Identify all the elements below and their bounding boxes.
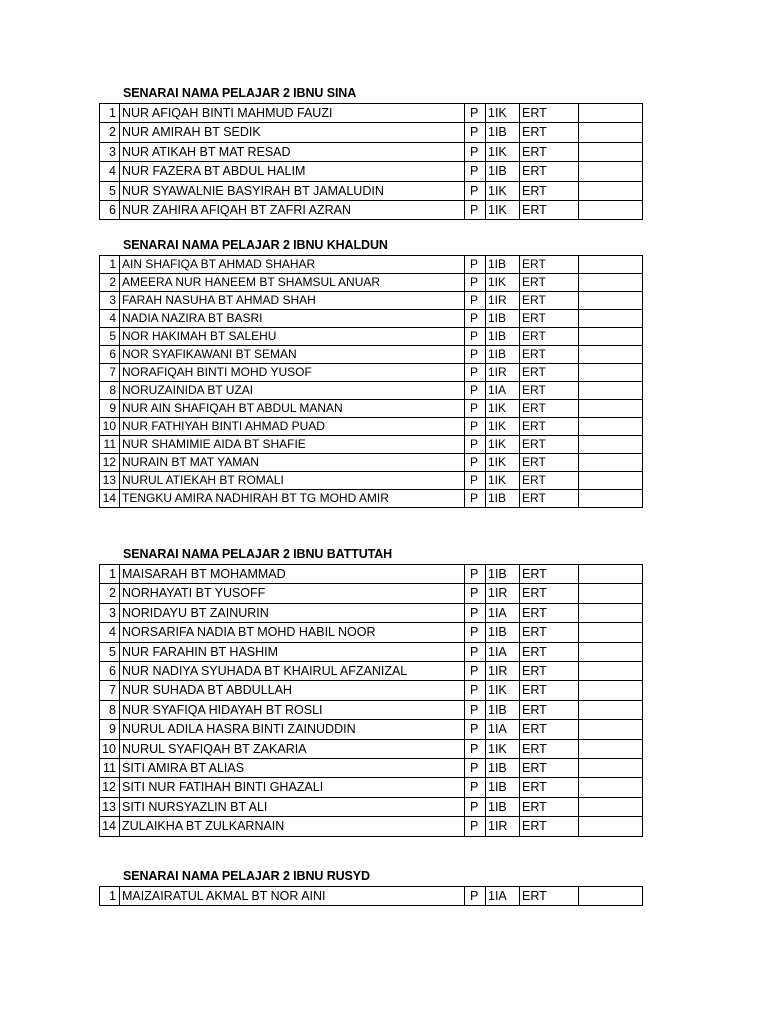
row-number: 1: [100, 565, 120, 584]
subject-cell: ERT: [520, 623, 579, 642]
student-name: NURUL ATIEKAH BT ROMALI: [120, 472, 465, 490]
note-cell: [579, 454, 643, 472]
student-name: NUR FARAHIN BT HASHIM: [120, 642, 465, 661]
subject-cell: ERT: [520, 123, 579, 142]
subject-cell: ERT: [520, 472, 579, 490]
note-cell: [579, 662, 643, 681]
student-name: NOR HAKIMAH BT SALEHU: [120, 328, 465, 346]
note-cell: [579, 181, 643, 200]
row-number: 10: [100, 739, 120, 758]
class-cell: 1IB: [486, 759, 520, 778]
student-name: NUR ZAHIRA AFIQAH BT ZAFRI AZRAN: [120, 201, 465, 220]
row-number: 4: [100, 162, 120, 181]
table-row: [100, 817, 643, 836]
student-table: [99, 886, 643, 906]
note-cell: [579, 642, 643, 661]
note-cell: [579, 364, 643, 382]
subject-cell: ERT: [520, 364, 579, 382]
student-table: [99, 255, 643, 508]
student-name: NORSARIFA NADIA BT MOHD HABIL NOOR: [120, 623, 465, 642]
table-row: [100, 759, 643, 778]
row-number: 7: [100, 681, 120, 700]
table-row: [100, 201, 643, 220]
class-cell: 1IB: [486, 565, 520, 584]
note-cell: [579, 162, 643, 181]
section-ibnu-battutah: [99, 547, 642, 837]
class-cell: 1IB: [486, 623, 520, 642]
row-number: 5: [100, 181, 120, 200]
gender-cell: P: [465, 400, 486, 418]
student-name: MAIZAIRATUL AKMAL BT NOR AINI: [120, 887, 465, 906]
subject-cell: ERT: [520, 584, 579, 603]
row-number: 5: [100, 642, 120, 661]
note-cell: [579, 142, 643, 161]
gender-cell: P: [465, 364, 486, 382]
row-number: 14: [100, 490, 120, 508]
note-cell: [579, 346, 643, 364]
gender-cell: P: [465, 418, 486, 436]
table-row: [100, 472, 643, 490]
gender-cell: P: [465, 490, 486, 508]
note-cell: [579, 887, 643, 906]
class-cell: 1IB: [486, 310, 520, 328]
class-cell: 1IA: [486, 720, 520, 739]
table-row: [100, 565, 643, 584]
row-number: 3: [100, 142, 120, 161]
table-row: [100, 346, 643, 364]
gender-cell: P: [465, 104, 486, 123]
row-number: 13: [100, 472, 120, 490]
student-name: FARAH NASUHA BT AHMAD SHAH: [120, 292, 465, 310]
class-cell: 1IA: [486, 382, 520, 400]
section-ibnu-khaldun: [99, 238, 642, 508]
student-name: NORHAYATI BT YUSOFF: [120, 584, 465, 603]
class-cell: 1IK: [486, 681, 520, 700]
row-number: 2: [100, 274, 120, 292]
note-cell: [579, 123, 643, 142]
class-cell: 1IK: [486, 400, 520, 418]
gender-cell: P: [465, 292, 486, 310]
gender-cell: P: [465, 778, 486, 797]
student-name: AIN SHAFIQA BT AHMAD SHAHAR: [120, 256, 465, 274]
student-name: NUR SYAFIQA HIDAYAH BT ROSLI: [120, 700, 465, 719]
student-name: NUR FAZERA BT ABDUL HALIM: [120, 162, 465, 181]
gender-cell: P: [465, 181, 486, 200]
table-row: [100, 436, 643, 454]
table-row: [100, 328, 643, 346]
note-cell: [579, 328, 643, 346]
class-cell: 1IK: [486, 472, 520, 490]
row-number: 1: [100, 887, 120, 906]
class-cell: 1IA: [486, 887, 520, 906]
table-row: [100, 681, 643, 700]
class-cell: 1IR: [486, 817, 520, 836]
table-row: [100, 181, 643, 200]
section-ibnu-rusyd: [99, 869, 642, 906]
table-row: [100, 123, 643, 142]
row-number: 11: [100, 436, 120, 454]
class-cell: 1IA: [486, 642, 520, 661]
class-cell: 1IK: [486, 274, 520, 292]
student-name: NORAFIQAH BINTI MOHD YUSOF: [120, 364, 465, 382]
table-row: [100, 162, 643, 181]
table-row: [100, 274, 643, 292]
subject-cell: ERT: [520, 700, 579, 719]
subject-cell: ERT: [520, 454, 579, 472]
subject-cell: ERT: [520, 565, 579, 584]
row-number: 2: [100, 584, 120, 603]
class-cell: 1IK: [486, 181, 520, 200]
note-cell: [579, 104, 643, 123]
student-name: TENGKU AMIRA NADHIRAH BT TG MOHD AMIR: [120, 490, 465, 508]
table-row: [100, 490, 643, 508]
student-table: [99, 103, 643, 220]
gender-cell: P: [465, 328, 486, 346]
note-cell: [579, 382, 643, 400]
row-number: 14: [100, 817, 120, 836]
student-name: NORIDAYU BT ZAINURIN: [120, 603, 465, 622]
gender-cell: P: [465, 700, 486, 719]
row-number: 12: [100, 778, 120, 797]
table-row: [100, 603, 643, 622]
class-cell: 1IB: [486, 328, 520, 346]
student-name: NURUL SYAFIQAH BT ZAKARIA: [120, 739, 465, 758]
row-number: 2: [100, 123, 120, 142]
row-number: 4: [100, 623, 120, 642]
row-number: 8: [100, 382, 120, 400]
class-cell: 1IK: [486, 418, 520, 436]
student-name: NOR SYAFIKAWANI BT SEMAN: [120, 346, 465, 364]
subject-cell: ERT: [520, 181, 579, 200]
gender-cell: P: [465, 603, 486, 622]
subject-cell: ERT: [520, 759, 579, 778]
class-cell: 1IK: [486, 454, 520, 472]
note-cell: [579, 759, 643, 778]
student-name: AMEERA NUR HANEEM BT SHAMSUL ANUAR: [120, 274, 465, 292]
class-cell: 1IK: [486, 104, 520, 123]
gender-cell: P: [465, 256, 486, 274]
gender-cell: P: [465, 759, 486, 778]
subject-cell: ERT: [520, 436, 579, 454]
student-name: NUR FATHIYAH BINTI AHMAD PUAD: [120, 418, 465, 436]
subject-cell: ERT: [520, 162, 579, 181]
subject-cell: ERT: [520, 104, 579, 123]
row-number: 6: [100, 346, 120, 364]
student-name: NUR AMIRAH BT SEDIK: [120, 123, 465, 142]
gender-cell: P: [465, 472, 486, 490]
subject-cell: ERT: [520, 490, 579, 508]
gender-cell: P: [465, 162, 486, 181]
subject-cell: ERT: [520, 720, 579, 739]
gender-cell: P: [465, 887, 486, 906]
table-row: [100, 292, 643, 310]
row-number: 6: [100, 662, 120, 681]
table-row: [100, 700, 643, 719]
section-title: SENARAI NAMA PELAJAR 2 IBNU RUSYD: [123, 869, 370, 883]
row-number: 8: [100, 700, 120, 719]
student-name: MAISARAH BT MOHAMMAD: [120, 565, 465, 584]
note-cell: [579, 603, 643, 622]
subject-cell: ERT: [520, 382, 579, 400]
note-cell: [579, 739, 643, 758]
table-row: [100, 382, 643, 400]
row-number: 5: [100, 328, 120, 346]
row-number: 12: [100, 454, 120, 472]
gender-cell: P: [465, 681, 486, 700]
subject-cell: ERT: [520, 400, 579, 418]
table-row: [100, 623, 643, 642]
student-name: NUR AFIQAH BINTI MAHMUD FAUZI: [120, 104, 465, 123]
gender-cell: P: [465, 310, 486, 328]
student-name: NUR SHAMIMIE AIDA BT SHAFIE: [120, 436, 465, 454]
subject-cell: ERT: [520, 681, 579, 700]
table-row: [100, 104, 643, 123]
subject-cell: ERT: [520, 642, 579, 661]
student-name: NUR SYAWALNIE BASYIRAH BT JAMALUDIN: [120, 181, 465, 200]
subject-cell: ERT: [520, 201, 579, 220]
row-number: 3: [100, 603, 120, 622]
class-cell: 1IK: [486, 142, 520, 161]
row-number: 1: [100, 256, 120, 274]
table-row: [100, 418, 643, 436]
section-title: SENARAI NAMA PELAJAR 2 IBNU KHALDUN: [123, 238, 388, 252]
row-number: 10: [100, 418, 120, 436]
subject-cell: ERT: [520, 346, 579, 364]
row-number: 9: [100, 400, 120, 418]
subject-cell: ERT: [520, 817, 579, 836]
class-cell: 1IR: [486, 662, 520, 681]
note-cell: [579, 418, 643, 436]
gender-cell: P: [465, 584, 486, 603]
class-cell: 1IR: [486, 364, 520, 382]
gender-cell: P: [465, 142, 486, 161]
note-cell: [579, 584, 643, 603]
class-cell: 1IK: [486, 201, 520, 220]
subject-cell: ERT: [520, 310, 579, 328]
subject-cell: ERT: [520, 418, 579, 436]
student-name: NADIA NAZIRA BT BASRI: [120, 310, 465, 328]
gender-cell: P: [465, 436, 486, 454]
subject-cell: ERT: [520, 328, 579, 346]
note-cell: [579, 490, 643, 508]
class-cell: 1IB: [486, 346, 520, 364]
class-cell: 1IB: [486, 162, 520, 181]
note-cell: [579, 400, 643, 418]
student-name: SITI NUR FATIHAH BINTI GHAZALI: [120, 778, 465, 797]
gender-cell: P: [465, 739, 486, 758]
table-row: [100, 887, 643, 906]
gender-cell: P: [465, 123, 486, 142]
student-name: SITI AMIRA BT ALIAS: [120, 759, 465, 778]
gender-cell: P: [465, 346, 486, 364]
student-name: NORUZAINIDA BT UZAI: [120, 382, 465, 400]
subject-cell: ERT: [520, 142, 579, 161]
subject-cell: ERT: [520, 778, 579, 797]
student-name: ZULAIKHA BT ZULKARNAIN: [120, 817, 465, 836]
note-cell: [579, 700, 643, 719]
table-row: [100, 364, 643, 382]
note-cell: [579, 436, 643, 454]
row-number: 6: [100, 201, 120, 220]
note-cell: [579, 565, 643, 584]
subject-cell: ERT: [520, 662, 579, 681]
note-cell: [579, 292, 643, 310]
gender-cell: P: [465, 817, 486, 836]
row-number: 7: [100, 364, 120, 382]
student-table: [99, 564, 643, 837]
subject-cell: ERT: [520, 887, 579, 906]
class-cell: 1IK: [486, 739, 520, 758]
table-row: [100, 454, 643, 472]
note-cell: [579, 797, 643, 816]
note-cell: [579, 681, 643, 700]
note-cell: [579, 201, 643, 220]
class-cell: 1IB: [486, 123, 520, 142]
table-row: [100, 662, 643, 681]
gender-cell: P: [465, 454, 486, 472]
class-cell: 1IB: [486, 778, 520, 797]
gender-cell: P: [465, 201, 486, 220]
student-name: NUR AIN SHAFIQAH BT ABDUL MANAN: [120, 400, 465, 418]
row-number: 1: [100, 104, 120, 123]
gender-cell: P: [465, 623, 486, 642]
gender-cell: P: [465, 662, 486, 681]
gender-cell: P: [465, 274, 486, 292]
note-cell: [579, 778, 643, 797]
class-cell: 1IB: [486, 256, 520, 274]
gender-cell: P: [465, 382, 486, 400]
table-row: [100, 584, 643, 603]
student-name: NUR SUHADA BT ABDULLAH: [120, 681, 465, 700]
gender-cell: P: [465, 565, 486, 584]
table-row: [100, 739, 643, 758]
class-cell: 1IB: [486, 490, 520, 508]
class-cell: 1IB: [486, 700, 520, 719]
student-name: NUR ATIKAH BT MAT RESAD: [120, 142, 465, 161]
table-row: [100, 400, 643, 418]
table-row: [100, 720, 643, 739]
subject-cell: ERT: [520, 256, 579, 274]
note-cell: [579, 310, 643, 328]
gender-cell: P: [465, 642, 486, 661]
gender-cell: P: [465, 720, 486, 739]
subject-cell: ERT: [520, 739, 579, 758]
note-cell: [579, 817, 643, 836]
class-cell: 1IA: [486, 603, 520, 622]
note-cell: [579, 472, 643, 490]
row-number: 13: [100, 797, 120, 816]
table-row: [100, 310, 643, 328]
subject-cell: ERT: [520, 797, 579, 816]
row-number: 4: [100, 310, 120, 328]
table-row: [100, 256, 643, 274]
section-title: SENARAI NAMA PELAJAR 2 IBNU SINA: [123, 86, 357, 100]
class-cell: 1IR: [486, 584, 520, 603]
student-name: NURAIN BT MAT YAMAN: [120, 454, 465, 472]
subject-cell: ERT: [520, 292, 579, 310]
subject-cell: ERT: [520, 603, 579, 622]
table-row: [100, 642, 643, 661]
student-name: SITI NURSYAZLIN BT ALI: [120, 797, 465, 816]
class-cell: 1IB: [486, 797, 520, 816]
table-row: [100, 142, 643, 161]
class-cell: 1IK: [486, 436, 520, 454]
row-number: 3: [100, 292, 120, 310]
table-row: [100, 797, 643, 816]
row-number: 11: [100, 759, 120, 778]
section-title: SENARAI NAMA PELAJAR 2 IBNU BATTUTAH: [123, 547, 393, 561]
table-row: [100, 778, 643, 797]
note-cell: [579, 256, 643, 274]
gender-cell: P: [465, 797, 486, 816]
note-cell: [579, 720, 643, 739]
note-cell: [579, 274, 643, 292]
student-name: NUR NADIYA SYUHADA BT KHAIRUL AFZANIZAL: [120, 662, 465, 681]
student-name: NURUL ADILA HASRA BINTI ZAINUDDIN: [120, 720, 465, 739]
class-cell: 1IR: [486, 292, 520, 310]
subject-cell: ERT: [520, 274, 579, 292]
row-number: 9: [100, 720, 120, 739]
note-cell: [579, 623, 643, 642]
section-ibnu-sina: [99, 86, 642, 220]
